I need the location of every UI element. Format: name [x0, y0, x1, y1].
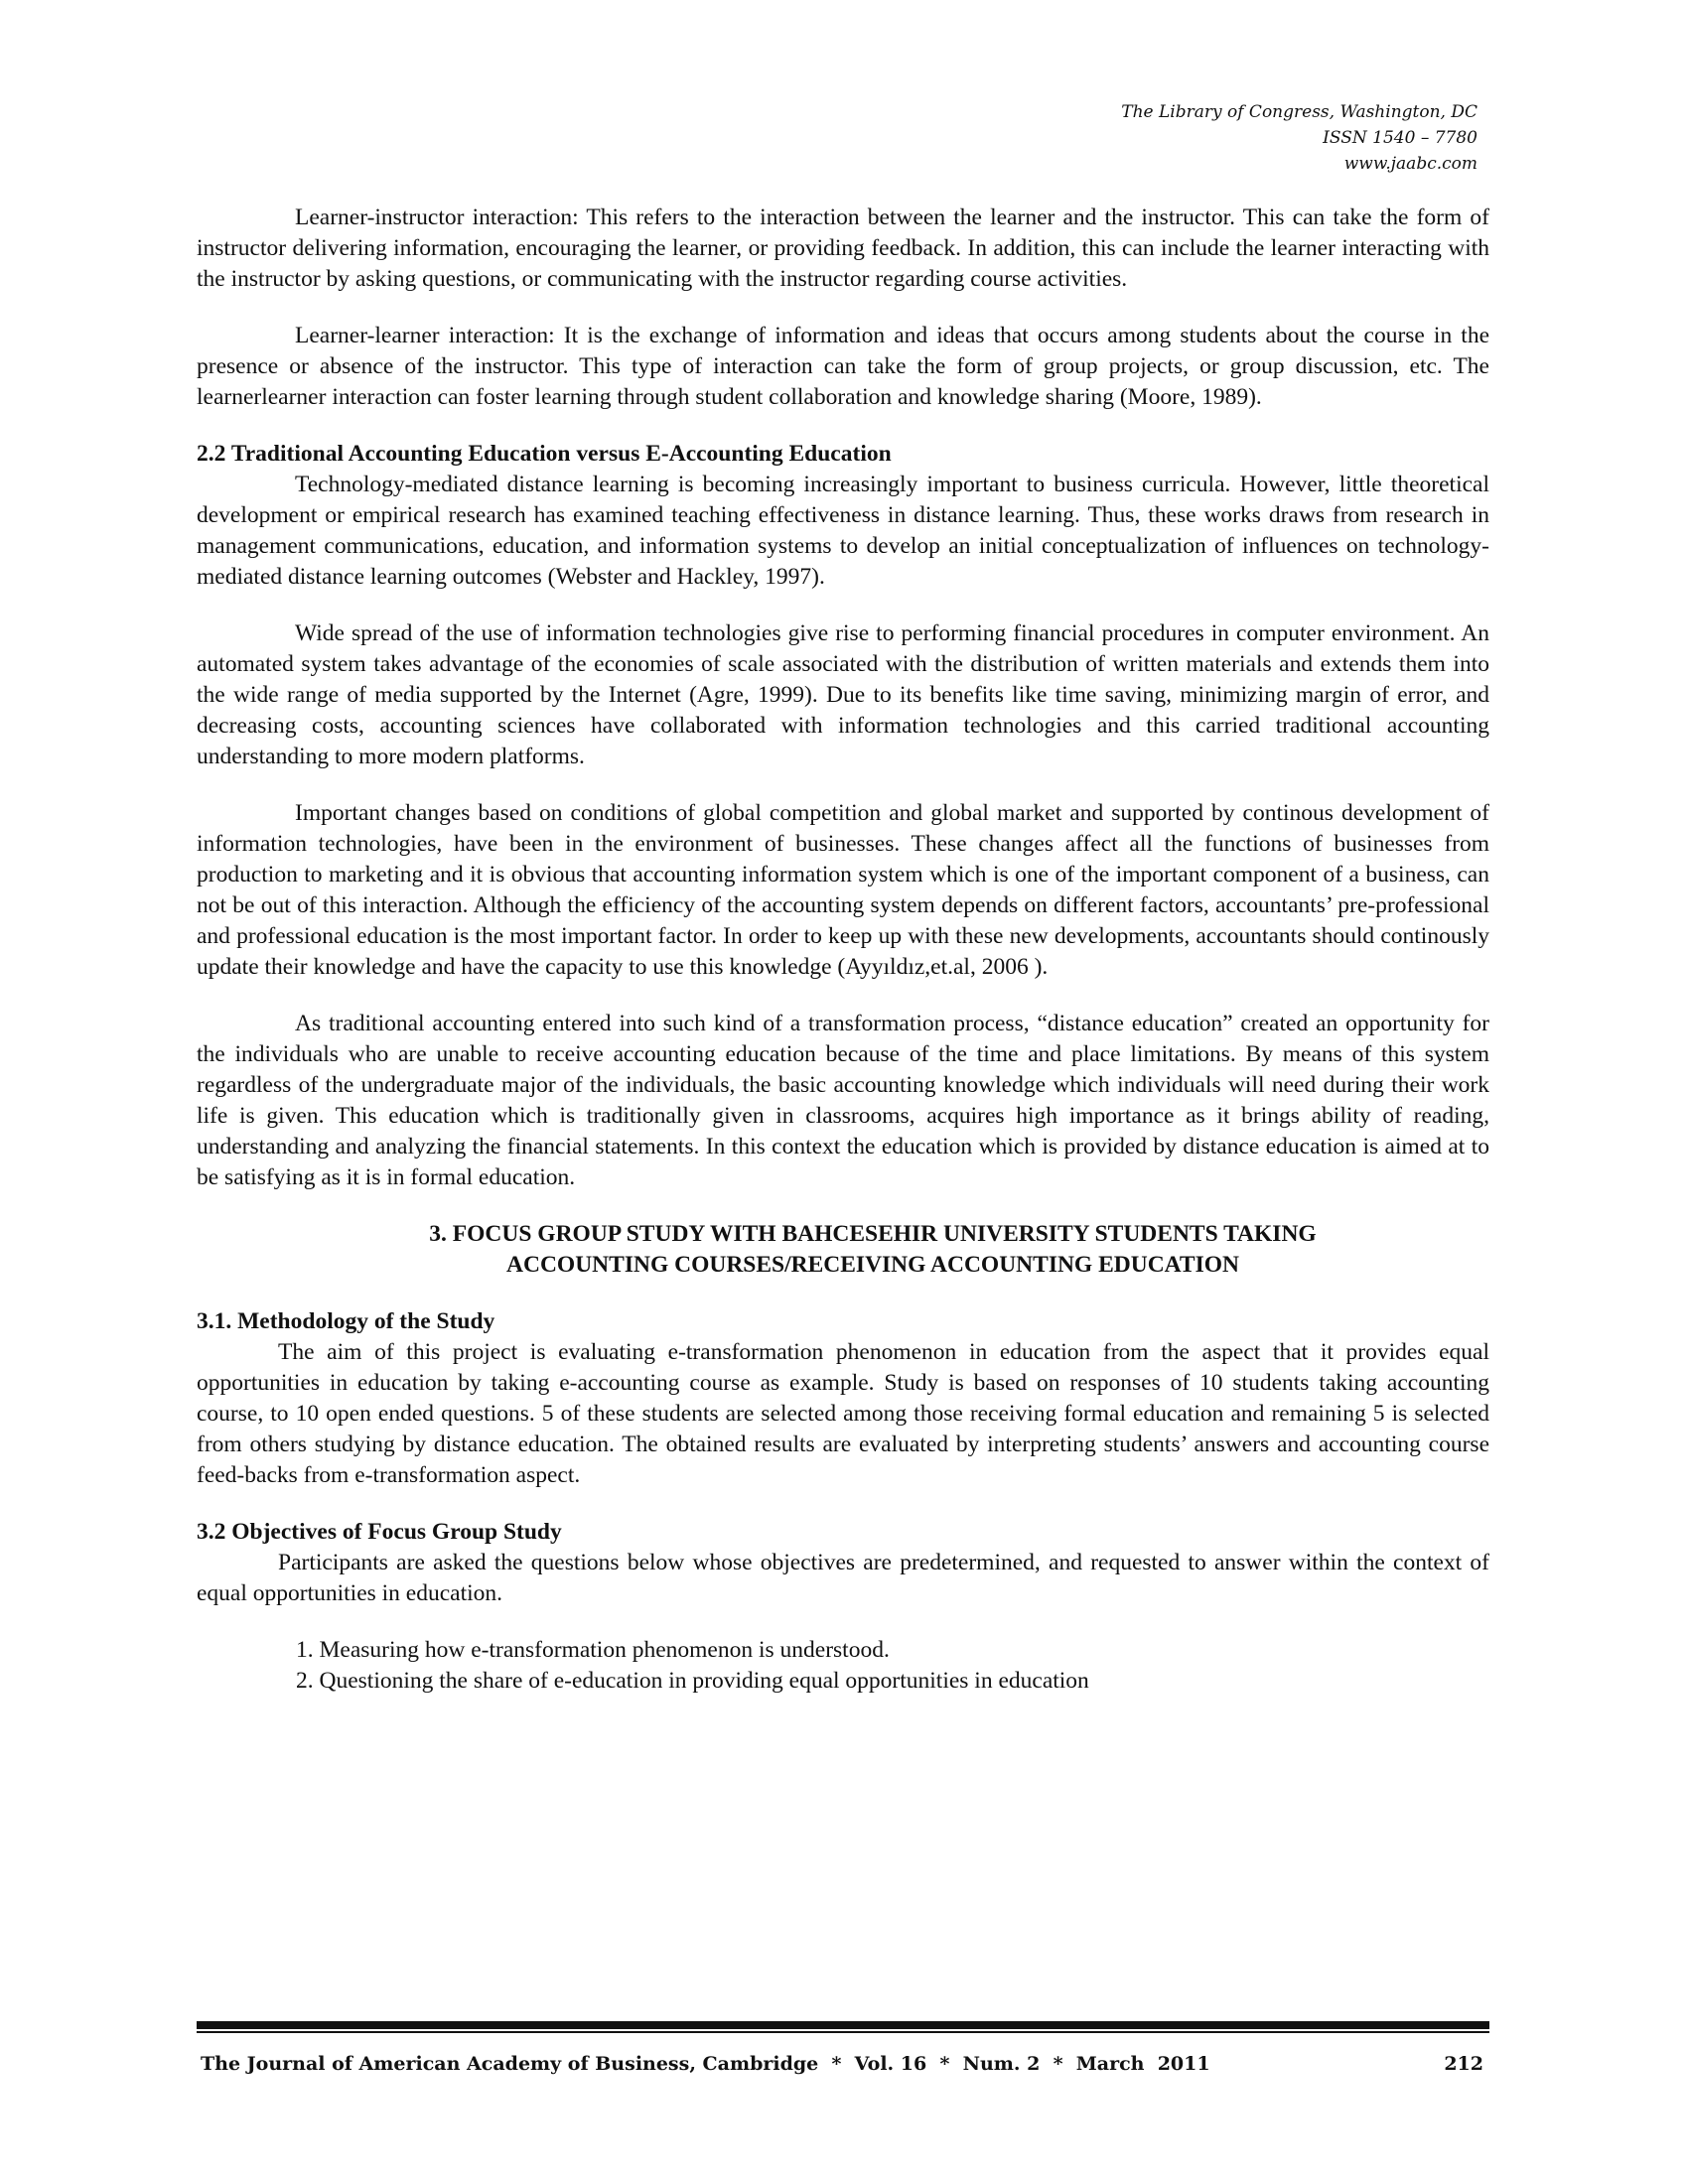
paragraph-learner-learner: Learner-learner interaction: It is the exchange of information and ideas that occurs among students about the course in the presence or absence of the instructor. This type of interaction can take the form of group projects, or group discussion, etc. The learnerlearner interaction can foster learning through student collaboration and knowledge sharing (Moore, 1989).	[197, 323, 1489, 410]
body-content	[197, 203, 1489, 1697]
paragraph-2-2-3: Important changes based on conditions of global competition and global market and supported by continous development of information technologies, have been in the environment of businesses. These changes affect all the functions of businesses from production to marketing and it is obvious that accounting information system which is one of the important component of a business, can not be out of this interaction. Although the efficiency of the accounting system depends on different factors, accountants’ pre-professional and professional education is the most important factor. In order to keep up with these new developments, accountants should continously update their knowledge and have the capacity to use this knowledge (Ayyıldız,et.al, 2006 ).	[197, 800, 1489, 980]
section-heading-3-2: 3.2 Objectives of Focus Group Study	[197, 1519, 562, 1545]
footer-journal-citation: The Journal of American Academy of Business, Cambridge * Vol. 16 * Num. 2 * March 2011	[201, 2053, 1210, 2075]
paragraph-3-1-1: The aim of this project is evaluating e-transformation phenomenon in education from the aspect that it provides equal opportunities in education by taking e-accounting course as example. Study is based on responses of 10 students taking accounting course, to 10 open ended questions. 5 of these students are selected among those receiving formal education and remaining 5 is selected from others studying by distance education. The obtained results are evaluated by interpreting students’ answers and accounting course feed-backs from e-transformation aspect.	[197, 1339, 1489, 1488]
section-heading-2-2: 2.2 Traditional Accounting Education versus E-Accounting Education	[197, 441, 892, 467]
section-heading-3-1: 3.1. Methodology of the Study	[197, 1308, 495, 1334]
running-header	[1121, 99, 1477, 177]
paragraph-learner-instructor: Learner-instructor interaction: This refers to the interaction between the learner and the instructor. This can take the form of instructor delivering information, encouraging the learner, or providing feedback. In addition, this can include the learner interacting with the instructor by asking questions, or communicating with the instructor regarding course activities.	[197, 205, 1489, 292]
paragraph-2-2-1: Technology-mediated distance learning is becoming increasingly important to business curricula. However, little theoretical development or empirical research has examined teaching effectiveness in distance learning. Thus, these works draws from research in management communications, education, and information systems to develop an initial conceptualization of influences on technology-mediated distance learning outcomes (Webster and Hackley, 1997).	[197, 472, 1489, 590]
footer-divider	[197, 2021, 1489, 2033]
section-heading-3-line2: ACCOUNTING COURSES/RECEIVING ACCOUNTING EDUCATION	[506, 1252, 1239, 1278]
header-website-line: www.jaabc.com	[1343, 154, 1477, 174]
page-number: 212	[1444, 2053, 1483, 2075]
paragraph-2-2-2: Wide spread of the use of information technologies give rise to performing financial procedures in computer environment. An automated system takes advantage of the economies of scale associated with the distribution of written materials and extends them into the wide range of media supported by the Internet (Agre, 1999). Due to its benefits like time saving, minimizing margin of error, and decreasing costs, accounting sciences have collaborated with information technologies and this carried traditional accounting understanding to more modern platforms.	[197, 620, 1489, 769]
header-issn-line: ISSN 1540 – 7780	[1323, 128, 1477, 148]
paragraph-2-2-4: As traditional accounting entered into such kind of a transformation process, “distance education” created an opportunity for the individuals who are unable to receive accounting education because of the time and place limitations. By means of this system regardless of the undergraduate major of the individuals, the basic accounting knowledge which individuals will need during their work life is given. This education which is traditionally given in classrooms, acquires high importance as it brings ability of reading, understanding and analyzing the financial statements. In this context the education which is provided by distance education is aimed at to be satisfying as it is in formal education.	[197, 1011, 1489, 1190]
header-library-line: The Library of Congress, Washington, DC	[1121, 102, 1477, 122]
paragraph-3-2-1: Participants are asked the questions below whose objectives are predetermined, and requested to answer within the context of equal opportunities in education.	[197, 1550, 1489, 1606]
list-item: 2. Questioning the share of e-education in providing equal opportunities in education	[296, 1668, 1089, 1694]
list-item: 1. Measuring how e-transformation phenomenon is understood.	[296, 1637, 890, 1663]
section-heading-3-line1: 3. FOCUS GROUP STUDY WITH BAHCESEHIR UNIVERSITY STUDENTS TAKING	[429, 1221, 1317, 1247]
running-footer	[201, 2051, 1483, 2077]
